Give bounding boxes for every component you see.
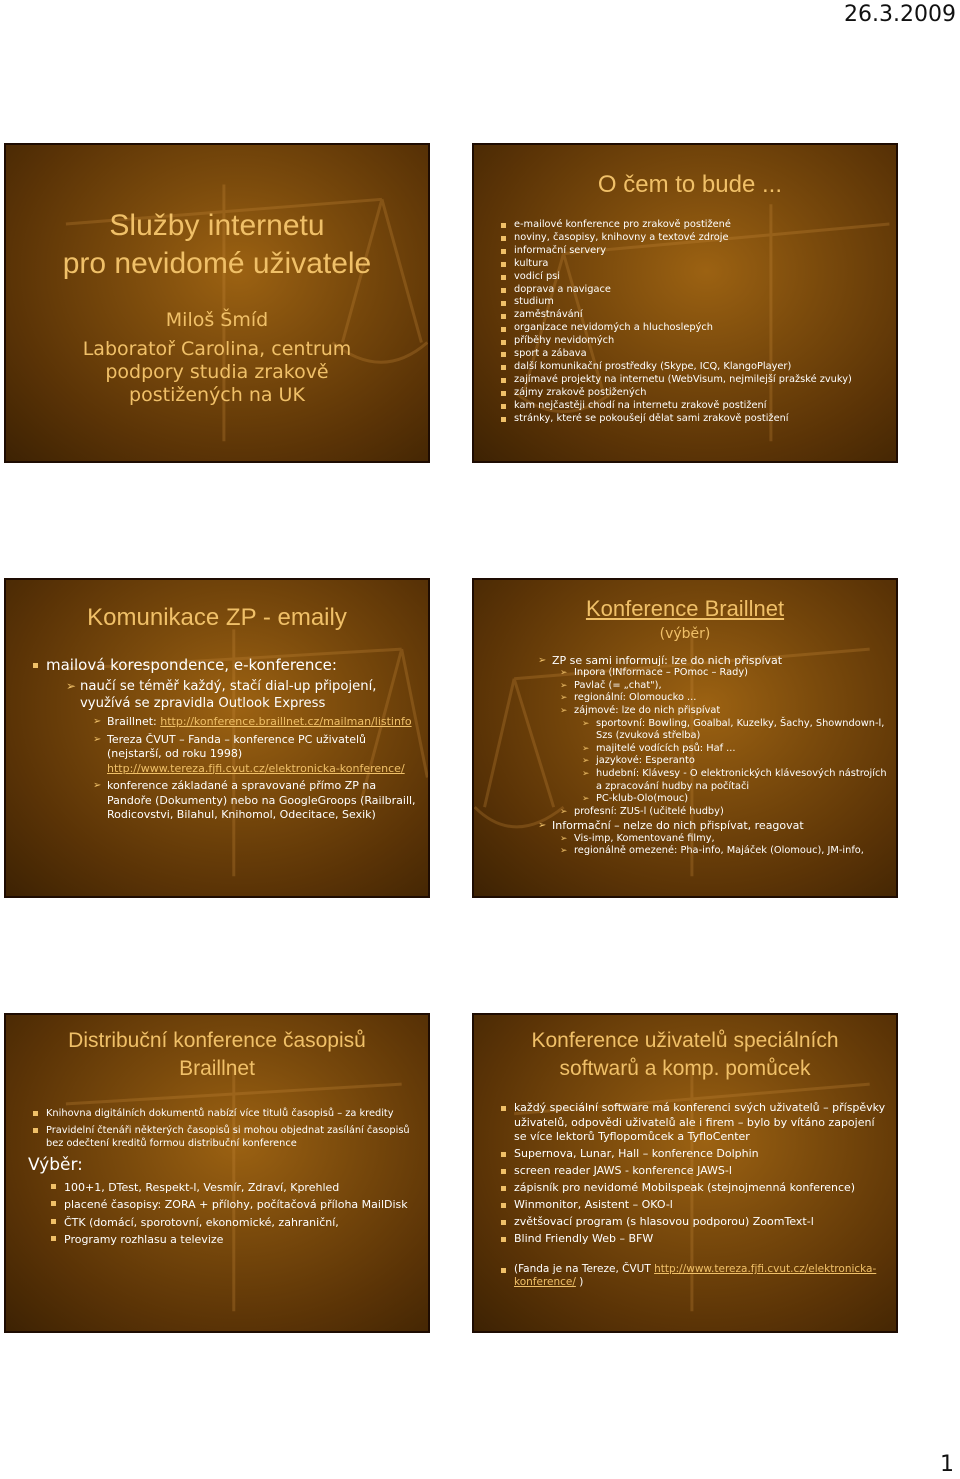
- selection-list: [64, 1179, 418, 1248]
- list-item: [514, 1164, 886, 1179]
- item-text: organizace nevidomých a hluchoslepých: [514, 322, 714, 334]
- list-item: [596, 768, 888, 793]
- item-text: Informační – nelze do nich přispívat, reagovat: [552, 819, 804, 833]
- list-item: [514, 322, 888, 335]
- slide-title: O čem to bude ...: [597, 171, 782, 198]
- slide-braillnet: [472, 578, 898, 898]
- item-text: (Fanda je na Tereze, ČVUT: [514, 1263, 655, 1275]
- list-item: [514, 245, 888, 258]
- item-text: profesní: ZUS-l (učitelé hudby): [574, 805, 724, 817]
- list-item: [596, 743, 888, 756]
- item-text: zajímavé projekty na internetu (WebVisum, nejmilejší pražské zvuky): [514, 373, 852, 385]
- item-text: další komunikační prostředky (Skype, ICQ, KlangoPlayer): [514, 360, 792, 372]
- list-item: [514, 271, 888, 284]
- list-item: [514, 374, 888, 387]
- list-item: [80, 678, 418, 823]
- item-text: zájmové: lze do nich přispívat: [574, 704, 721, 716]
- item-text: hudební: Klávesy - O elektronických klávesových nástrojích a zpracování hudby na počítači: [596, 767, 887, 792]
- item-text: sport a zábava: [514, 348, 587, 360]
- list-item: [514, 1198, 886, 1213]
- list-item: [514, 1147, 886, 1162]
- item-text: informační servery: [514, 244, 607, 256]
- item-text: regionální: Olomoucko ...: [574, 692, 697, 704]
- list-item: [574, 845, 888, 858]
- slide-subtitle: (výběr): [659, 626, 711, 642]
- list-item: [596, 793, 888, 806]
- item-text: ČTK (domácí, sporotovní, ekonomické, zahraniční,: [64, 1215, 339, 1229]
- list-item: [514, 258, 888, 271]
- item-text: Supernova, Lunar, Hall – konference Dolphin: [514, 1147, 759, 1160]
- list-item: [64, 1179, 418, 1196]
- item-text: zvětšovací program (s hlasovou podporou) ZoomText-l: [514, 1215, 814, 1228]
- slide-outline: [472, 143, 898, 463]
- item-text: placené časopisy: ZORA + přílohy, počítačová příloha MailDisk: [64, 1198, 408, 1212]
- list-item: [514, 413, 888, 426]
- page-number: 1: [940, 1452, 954, 1477]
- list-item: [514, 232, 888, 245]
- list-item: [574, 692, 888, 705]
- item-text: screen reader JAWS - konference JAWS-l: [514, 1164, 732, 1177]
- list-item: [596, 755, 888, 768]
- tereza-link[interactable]: http://www.tereza.fjfi.cvut.cz/elektronicka-konference/: [514, 1263, 877, 1288]
- item-text: naučí se téměř každý, stačí dial-up připojení, využívá se zpravidla Outlook Express: [80, 679, 377, 711]
- outline-list: [514, 219, 888, 426]
- item-text: sportovní: Bowling, Goalbal, Kuzelky, Šachy, Showndown-l, Szs (zvuková střelba): [596, 717, 885, 742]
- item-text: kam nejčastěji chodí na internetu zrakově postižení: [514, 399, 767, 411]
- item-text: kultura: [514, 257, 549, 269]
- item-text: Vis-imp, Komentované filmy,: [574, 832, 715, 844]
- list-item: [514, 400, 888, 413]
- list-item: [107, 733, 418, 777]
- slide-title-line1: Distribuční konference časopisů: [68, 1029, 366, 1052]
- item-text: vodicí psi: [514, 270, 560, 282]
- list-item: [64, 1231, 418, 1248]
- item-text: Winmonitor, Asistent – OKO-l: [514, 1198, 673, 1211]
- list-item: [514, 1263, 882, 1289]
- author-name: Miloš Šmíd: [165, 309, 269, 331]
- list-item: [514, 296, 888, 309]
- item-text: každý speciální software má konferenci svých uživatelů – příspěvky uživatelů, odpovědi uživatelů ale i firem – bylo by vítáno zapojení se více lektorů Tyflopomůcek a TyfloCenter: [514, 1101, 886, 1143]
- item-text: stránky, které se pokoušejí dělat sami zrakově postižení: [514, 412, 789, 424]
- list-item: [514, 387, 888, 400]
- list-item: [596, 718, 888, 743]
- affiliation-line1: Laboratoř Carolina, centrum: [82, 338, 352, 360]
- slide-title-line2: Braillnet: [179, 1057, 255, 1080]
- list-item: [46, 1107, 418, 1121]
- item-text: Blind Friendly Web – BFW: [514, 1232, 654, 1245]
- list-item: [107, 715, 418, 730]
- list-item: [514, 1215, 886, 1230]
- item-text: příběhy nevidomých: [514, 335, 615, 347]
- list-item: [514, 1232, 886, 1247]
- item-text: Braillnet:: [107, 715, 161, 728]
- list-item: [552, 654, 888, 818]
- item-text: ZP se sami informují: lze do nich přispívat: [552, 654, 783, 667]
- affiliation-line3: postižených na UK: [129, 384, 305, 406]
- list-item: [514, 284, 888, 297]
- list-item: [64, 1196, 418, 1213]
- list-item: [46, 656, 418, 823]
- slide-title-line1: Konference uživatelů speciálních: [531, 1029, 839, 1052]
- item-text: PC-klub-Olo(mouc): [596, 793, 689, 805]
- item-text: Pravidelní čtenáři některých časopisů si mohou objednat zasílání časopisů bez odečtení kreditů formou distribuční konference: [46, 1124, 410, 1149]
- slide-title: Komunikace ZP - emaily: [87, 604, 347, 631]
- list-item: [514, 335, 888, 348]
- list-item: [514, 1101, 886, 1145]
- item-text: Pavlač (= „chat"),: [574, 679, 662, 691]
- braillnet-link[interactable]: http://konference.braillnet.cz/mailman/listinfo: [160, 715, 412, 728]
- list-item: [574, 667, 888, 680]
- list-item: [514, 1181, 886, 1196]
- item-text: doprava a navigace: [514, 283, 611, 295]
- list-item: [514, 219, 888, 232]
- item-text: regionálně omezené: Pha-info, Majáček (Olomouc), JM-info,: [574, 845, 864, 857]
- item-text: jazykové: Esperanto: [596, 755, 695, 767]
- list-item: [574, 705, 888, 806]
- section-heading: Výběr:: [28, 1155, 83, 1175]
- slide-title[interactable]: Konference Braillnet: [585, 596, 785, 621]
- list-item: [574, 806, 888, 819]
- item-text: 100+1, DTest, Respekt-l, Vesmír, Zdraví, Kprehled: [64, 1181, 340, 1194]
- item-text: Programy rozhlasu a televize: [64, 1232, 224, 1246]
- item-text: ): [575, 1276, 584, 1288]
- slide-emails: [4, 578, 430, 898]
- slide-title-line2: softwarů a komp. pomůcek: [559, 1057, 811, 1080]
- list-item: [64, 1214, 418, 1231]
- list-item: [552, 819, 888, 857]
- scales-background-icon: [6, 145, 428, 461]
- item-text: konference základané a spravované přímo ZP na Pandoře (Dokumenty) nebo na GoogleGroops (Railbraill, Rodicovstvi, Bilahul, Knihomol, Odecitace, Sexik): [107, 779, 416, 821]
- slide-title-line2: pro nevidomé uživatele: [62, 247, 372, 280]
- slide-title: [4, 143, 430, 463]
- item-text: studium: [514, 296, 554, 308]
- list-item: [574, 680, 888, 693]
- tereza-link[interactable]: http://www.tereza.fjfi.cvut.cz/elektronicka-konference/: [107, 761, 405, 775]
- item-text: Inpora (INformace – POmoc – Rady): [574, 667, 748, 679]
- slide-user-conferences: [472, 1013, 898, 1333]
- item-text: noviny, časopisy, knihovny a textové zdroje: [514, 231, 729, 243]
- list-item: [514, 309, 888, 322]
- list-item: [46, 1124, 418, 1151]
- item-text: Tereza ČVUT – Fanda – konference PC uživatelů (nejstarší, od roku 1998): [107, 732, 367, 760]
- item-text: majitelé vodících psů: Haf ...: [596, 742, 736, 754]
- list-item: [574, 833, 888, 846]
- print-date: 26.3.2009: [844, 2, 956, 27]
- list-item: [107, 779, 418, 823]
- item-text: mailová korespondence, e-konference:: [46, 656, 337, 674]
- item-text: e-mailové konference pro zrakově postižené: [514, 219, 731, 230]
- item-text: zájmy zrakově postižených: [514, 386, 647, 398]
- item-text: zápisník pro nevidomé Mobilspeak (stejnojmenná konference): [514, 1181, 856, 1194]
- affiliation-line2: podpory studia zrakově: [105, 361, 329, 383]
- item-text: Knihovna digitálních dokumentů nabízí více titulů časopisů – za kredity: [46, 1108, 394, 1119]
- item-text: zaměstnávání: [514, 309, 583, 321]
- slide-title-line1: Služby internetu: [109, 209, 325, 242]
- software-list: [514, 1101, 886, 1249]
- list-item: [514, 348, 888, 361]
- list-item: [514, 361, 888, 374]
- slide-distribution: [4, 1013, 430, 1333]
